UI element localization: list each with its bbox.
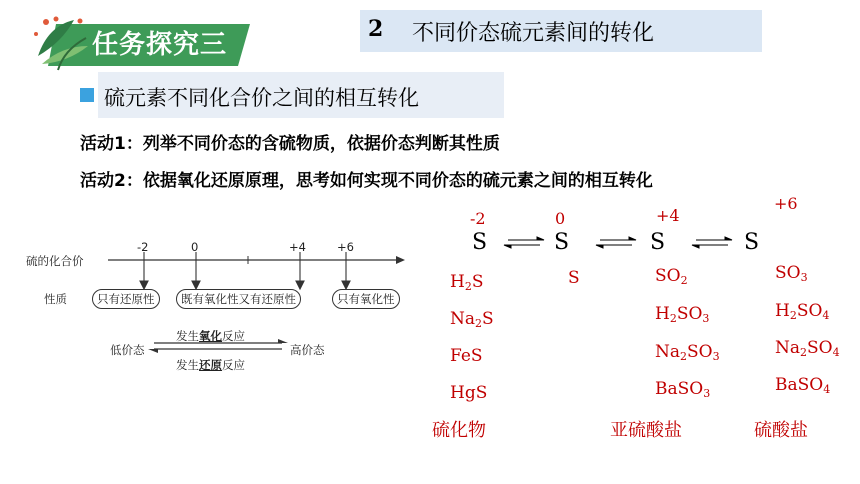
compound-s: S bbox=[568, 268, 580, 288]
valence-tick-0: 0 bbox=[191, 240, 199, 254]
compound-na2s: $Na_2S$ bbox=[450, 309, 494, 330]
page-title: 不同价态硫元素间的转化 bbox=[412, 21, 655, 46]
sulfur-symbol-plus4: S bbox=[650, 230, 666, 255]
bullet-square-icon bbox=[80, 88, 94, 102]
equilibrium-arrow-icon bbox=[692, 237, 732, 248]
sulfur-symbol-minus2: S bbox=[472, 230, 488, 255]
property-both: 既有氧化性又有还原性 bbox=[176, 289, 301, 309]
sulfur-symbol-0: S bbox=[554, 230, 570, 255]
task-badge-label: 任务探究三 bbox=[92, 30, 228, 60]
valence-axis-label: 硫的化合价 bbox=[26, 254, 84, 268]
property-oxidizing-only: 只有氧化性 bbox=[332, 289, 400, 309]
ox-state-plus6: +6 bbox=[774, 194, 798, 213]
compound-baso3: BaSO$_3$ bbox=[655, 379, 711, 400]
category-sulfite: 亚硫酸盐 bbox=[610, 420, 682, 441]
valence-tick-minus2: -2 bbox=[137, 240, 149, 254]
activity-1: 活动1：列举不同价态的含硫物质，依据价态判断其性质 bbox=[80, 134, 500, 154]
equilibrium-arrow-icon bbox=[504, 237, 544, 248]
compound-h2so4: $H_2SO_4$ bbox=[775, 301, 830, 322]
category-sulfide: 硫化物 bbox=[432, 420, 486, 441]
valence-tick-plus4: +4 bbox=[289, 240, 306, 254]
lower-reaction-label: 发生还原反应 bbox=[176, 358, 245, 372]
compound-h2so3: $H_2SO_3$ bbox=[655, 304, 710, 325]
equilibrium-arrows bbox=[500, 234, 760, 252]
category-sulfate: 硫酸盐 bbox=[754, 420, 808, 441]
title-number: 2 bbox=[368, 16, 384, 42]
compound-so3: $SO_3$ bbox=[775, 263, 808, 284]
compound-na2so4: $Na_2SO_4$ bbox=[775, 338, 840, 359]
ox-state-plus4: +4 bbox=[656, 206, 680, 225]
valence-tick-plus6: +6 bbox=[337, 240, 354, 254]
property-reducing-only: 只有还原性 bbox=[92, 289, 160, 309]
sulfur-symbol-plus6: S bbox=[744, 230, 760, 255]
compound-na2so3: $Na_2SO_3$ bbox=[655, 342, 720, 363]
high-valence-label: 高价态 bbox=[290, 343, 325, 357]
low-valence-label: 低价态 bbox=[110, 343, 145, 357]
compound-so2: $SO_2$ bbox=[655, 266, 688, 287]
property-label: 性质 bbox=[44, 292, 67, 306]
activity-2: 活动2：依据氧化还原原理，思考如何实现不同价态的硫元素之间的相互转化 bbox=[80, 171, 653, 191]
compound-h2s: $H_2S$ bbox=[450, 272, 484, 293]
compound-baso4: BaSO$_4$ bbox=[775, 375, 831, 396]
ox-state-minus2: -2 bbox=[470, 209, 486, 228]
ox-state-0: 0 bbox=[555, 209, 566, 228]
equilibrium-arrow-icon bbox=[596, 237, 636, 248]
compound-fes: FeS bbox=[450, 346, 483, 366]
section-title: 硫元素不同化合价之间的相互转化 bbox=[104, 86, 419, 110]
compound-hgs: HgS bbox=[450, 383, 488, 403]
upper-reaction-label: 发生氧化反应 bbox=[176, 329, 245, 343]
